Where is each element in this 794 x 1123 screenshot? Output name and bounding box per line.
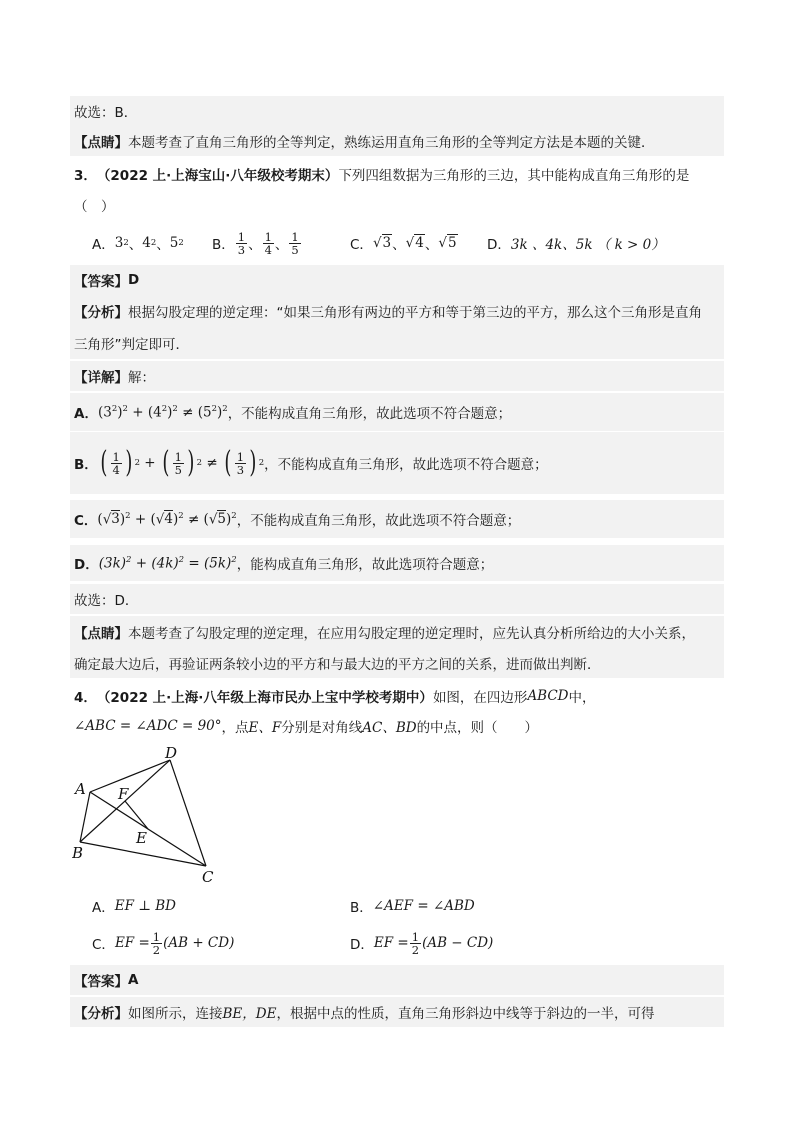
fraction-1-3 — [236, 231, 247, 256]
num: 1 — [411, 929, 420, 944]
q4-number: 4． — [74, 690, 97, 706]
fraction-1-5 — [289, 231, 300, 256]
q4-option-d-pre: EF = — [373, 935, 409, 951]
q4-option-d-post: (AB − CD) — [422, 935, 494, 951]
q3-detail-a — [70, 393, 724, 431]
q4-analysis-line — [70, 997, 724, 1027]
label-e: E — [136, 829, 147, 847]
q3-comment-2: 确定最大边后，再验证两条较小边的平方和与最大边的平方之间的关系，进而做出判断． — [74, 657, 601, 673]
option-b-label: B． — [212, 237, 235, 253]
q3-option-a — [92, 230, 184, 256]
q4-option-b-text: ∠AEF = ∠ABD — [372, 898, 475, 914]
q4-option-a-label: A． — [92, 900, 115, 916]
q3-blank-line — [70, 192, 724, 218]
detail-a-expr: $(3^2)^2 + (4^2)^2 \ne (5^2)^2$ — [97, 403, 228, 421]
q4-analysis-tag: 【分析】 — [74, 1006, 128, 1022]
q3-stem: 下列四组数据为三角形的三边，其中能构成直角三角形的是 — [338, 168, 690, 184]
detail-b-label: B． — [74, 457, 98, 473]
option-c-label: C． — [350, 237, 373, 253]
detail-c-expr: $(√3)^2 + (√4)^2 \ne (√5)^2$ — [97, 510, 237, 528]
q4-answer-tag: 【答案】 — [74, 974, 128, 990]
quadrilateral-figure — [72, 742, 222, 884]
den: 5 — [291, 242, 299, 257]
q4-option-a — [92, 894, 176, 918]
q4-option-c-label: C． — [92, 937, 115, 953]
q3-detail-b — [70, 432, 724, 494]
q4-stem-line-1 — [70, 682, 724, 710]
q3-stem-line — [70, 160, 724, 188]
q3-detail-intro: 解： — [128, 370, 155, 386]
detail-c-text: ，不能构成直角三角形，故此选项不符合题意； — [236, 513, 521, 529]
q3-number: 3． — [74, 168, 97, 184]
q4-answer: A — [128, 972, 139, 988]
q3-choose: 故选：D． — [74, 593, 139, 609]
q3-answer-tag: 【答案】 — [74, 274, 128, 290]
q4-analysis-2: ，根据中点的性质，直角三角形斜边中线等于斜边的一半，可得 — [276, 1006, 655, 1022]
q3-option-d — [487, 230, 665, 256]
q3-analysis-1: 根据勾股定理的逆定理：“如果三角形有两边的平方和等于第三边的平方，那么这个三角形是直角 — [128, 305, 702, 321]
num: 1 — [291, 229, 299, 244]
q3-analysis-tag: 【分析】 — [74, 305, 128, 321]
num: 1 — [264, 229, 272, 244]
sqrt-5: √5 — [438, 235, 457, 251]
q4-stem-2c: 的中点，则（ ） — [416, 720, 539, 736]
q4-stem-2b: 分别是对角线 — [281, 720, 363, 736]
detail-d-label: D． — [74, 557, 99, 573]
q2-comment: 本题考查了直角三角形的全等判定，熟练运用直角三角形的全等判定方法是本题的关键． — [128, 135, 655, 151]
den: 3 — [237, 242, 246, 257]
fraction-half — [410, 931, 421, 956]
sep: 、 — [424, 237, 439, 253]
a-base2: 4 — [142, 235, 151, 251]
q4-stem-1b: 中， — [568, 690, 596, 706]
a-base1: 3 — [114, 235, 124, 251]
q2-choose-line — [70, 96, 724, 126]
radicand: 3 — [382, 235, 392, 251]
q3-detail-c — [70, 500, 724, 538]
detail-b-expr: ( $\frac{1}{4}$ ) 2 + ( $\frac{1}{5}$ ) 2 ≠ ( $\frac{1}{3}$ ) 2 — [100, 445, 265, 480]
a-exp3: 2 — [178, 238, 184, 248]
q3-choose-line — [70, 584, 724, 614]
q4-answer-line — [70, 965, 724, 995]
q3-detail-d — [70, 545, 724, 581]
q3-comment-1: 本题考查了勾股定理的逆定理，在应用勾股定理的逆定理时，应先认真分析所给边的大小关系， — [128, 626, 695, 642]
q4-option-b-label: B． — [350, 900, 373, 916]
q4-analysis-1: 如图所示，连接 — [128, 1006, 223, 1022]
detail-a-label: A． — [74, 406, 98, 422]
q4-angles: ∠ABC = ∠ADC = 90° — [74, 718, 222, 734]
radicand: 5 — [447, 235, 457, 251]
label-b: B — [72, 844, 84, 862]
detail-c-label: C． — [74, 513, 98, 529]
q4-stem-2: ，点 — [221, 720, 249, 736]
q4-quad: ABCD — [527, 688, 569, 704]
detail-d-text: ，能构成直角三角形，故此选项符合题意； — [236, 557, 494, 573]
option-d-text: 3k 、4k、5k （ k > 0） — [510, 237, 665, 253]
sep: 、 — [128, 237, 143, 253]
option-a-label: A． — [92, 237, 115, 253]
a-base3: 5 — [169, 235, 179, 251]
q4-option-c-post: (AB + CD) — [163, 935, 235, 951]
q3-comment-tag: 【点睛】 — [74, 626, 128, 642]
q4-ef: E、F — [248, 720, 282, 736]
detail-d-expr: $(3k)^2 + (4k)^2 = (5k)^2$ — [98, 554, 237, 572]
q2-comment-line — [70, 126, 724, 156]
sep: 、 — [392, 237, 406, 253]
figure-lines — [80, 760, 206, 866]
q3-analysis-line-2 — [70, 327, 724, 359]
sep: 、 — [248, 237, 262, 253]
label-d: D — [165, 744, 178, 762]
detail-b-text: ，不能构成直角三角形，故此选项不符合题意； — [264, 457, 548, 473]
q3-detail-line — [70, 361, 724, 391]
q4-stem-1: 如图，在四边形 — [432, 690, 528, 706]
q3-option-b — [212, 226, 302, 260]
q2-choose: 故选：B． — [74, 105, 138, 121]
q3-comment-line-1 — [70, 616, 724, 648]
q4-stem-line-2 — [70, 712, 724, 740]
label-a: A — [75, 780, 86, 798]
q4-source: （2022 上·上海·八年级上海市民办上宝中学校考期中） — [96, 690, 433, 706]
option-d-label: D． — [487, 237, 511, 253]
q4-analysis-be: BE，DE — [222, 1006, 277, 1022]
den: 4 — [264, 242, 272, 257]
q3-detail-tag: 【详解】 — [74, 370, 128, 386]
num: 1 — [237, 229, 246, 244]
q4-diag: AC、BD — [362, 720, 417, 736]
q4-option-d-label: D． — [350, 937, 374, 953]
q3-option-c — [350, 230, 458, 256]
sqrt-4: √4 — [405, 235, 424, 251]
q3-analysis-2: 三角形”判定即可． — [74, 337, 189, 353]
segment-ef — [125, 801, 148, 829]
q4-option-c — [92, 925, 234, 961]
detail-a-text: ，不能构成直角三角形，故此选项不符合题意； — [227, 406, 512, 422]
q3-source: （2022 上·上海宝山·八年级校考期末） — [96, 168, 339, 184]
sep: 、 — [274, 237, 289, 253]
label-f: F — [118, 785, 129, 803]
den: 2 — [152, 942, 161, 957]
q3-analysis-line-1 — [70, 295, 724, 327]
q2-comment-tag: 【点睛】 — [74, 135, 128, 151]
num: 1 — [152, 929, 161, 944]
segment-dc — [170, 760, 206, 866]
label-c: C — [202, 868, 214, 884]
radicand: 4 — [415, 235, 424, 251]
q4-option-b — [350, 894, 475, 918]
sqrt-3: √3 — [372, 235, 392, 251]
fraction-1-4 — [263, 231, 274, 256]
q4-option-a-text: EF ⊥ BD — [114, 898, 176, 914]
fraction-half — [151, 931, 162, 956]
segment-ad — [90, 760, 170, 792]
den: 2 — [411, 942, 420, 957]
q3-comment-line-2 — [70, 648, 724, 678]
a-exp2: 2 — [150, 238, 157, 248]
q4-option-d — [350, 925, 493, 961]
q3-answer-line — [70, 265, 724, 295]
a-exp1: 2 — [123, 238, 129, 248]
q4-option-c-pre: EF = — [114, 935, 150, 951]
q3-blank: （ ） — [74, 199, 115, 215]
sep: 、 — [156, 237, 170, 253]
q3-answer: D — [128, 272, 140, 288]
